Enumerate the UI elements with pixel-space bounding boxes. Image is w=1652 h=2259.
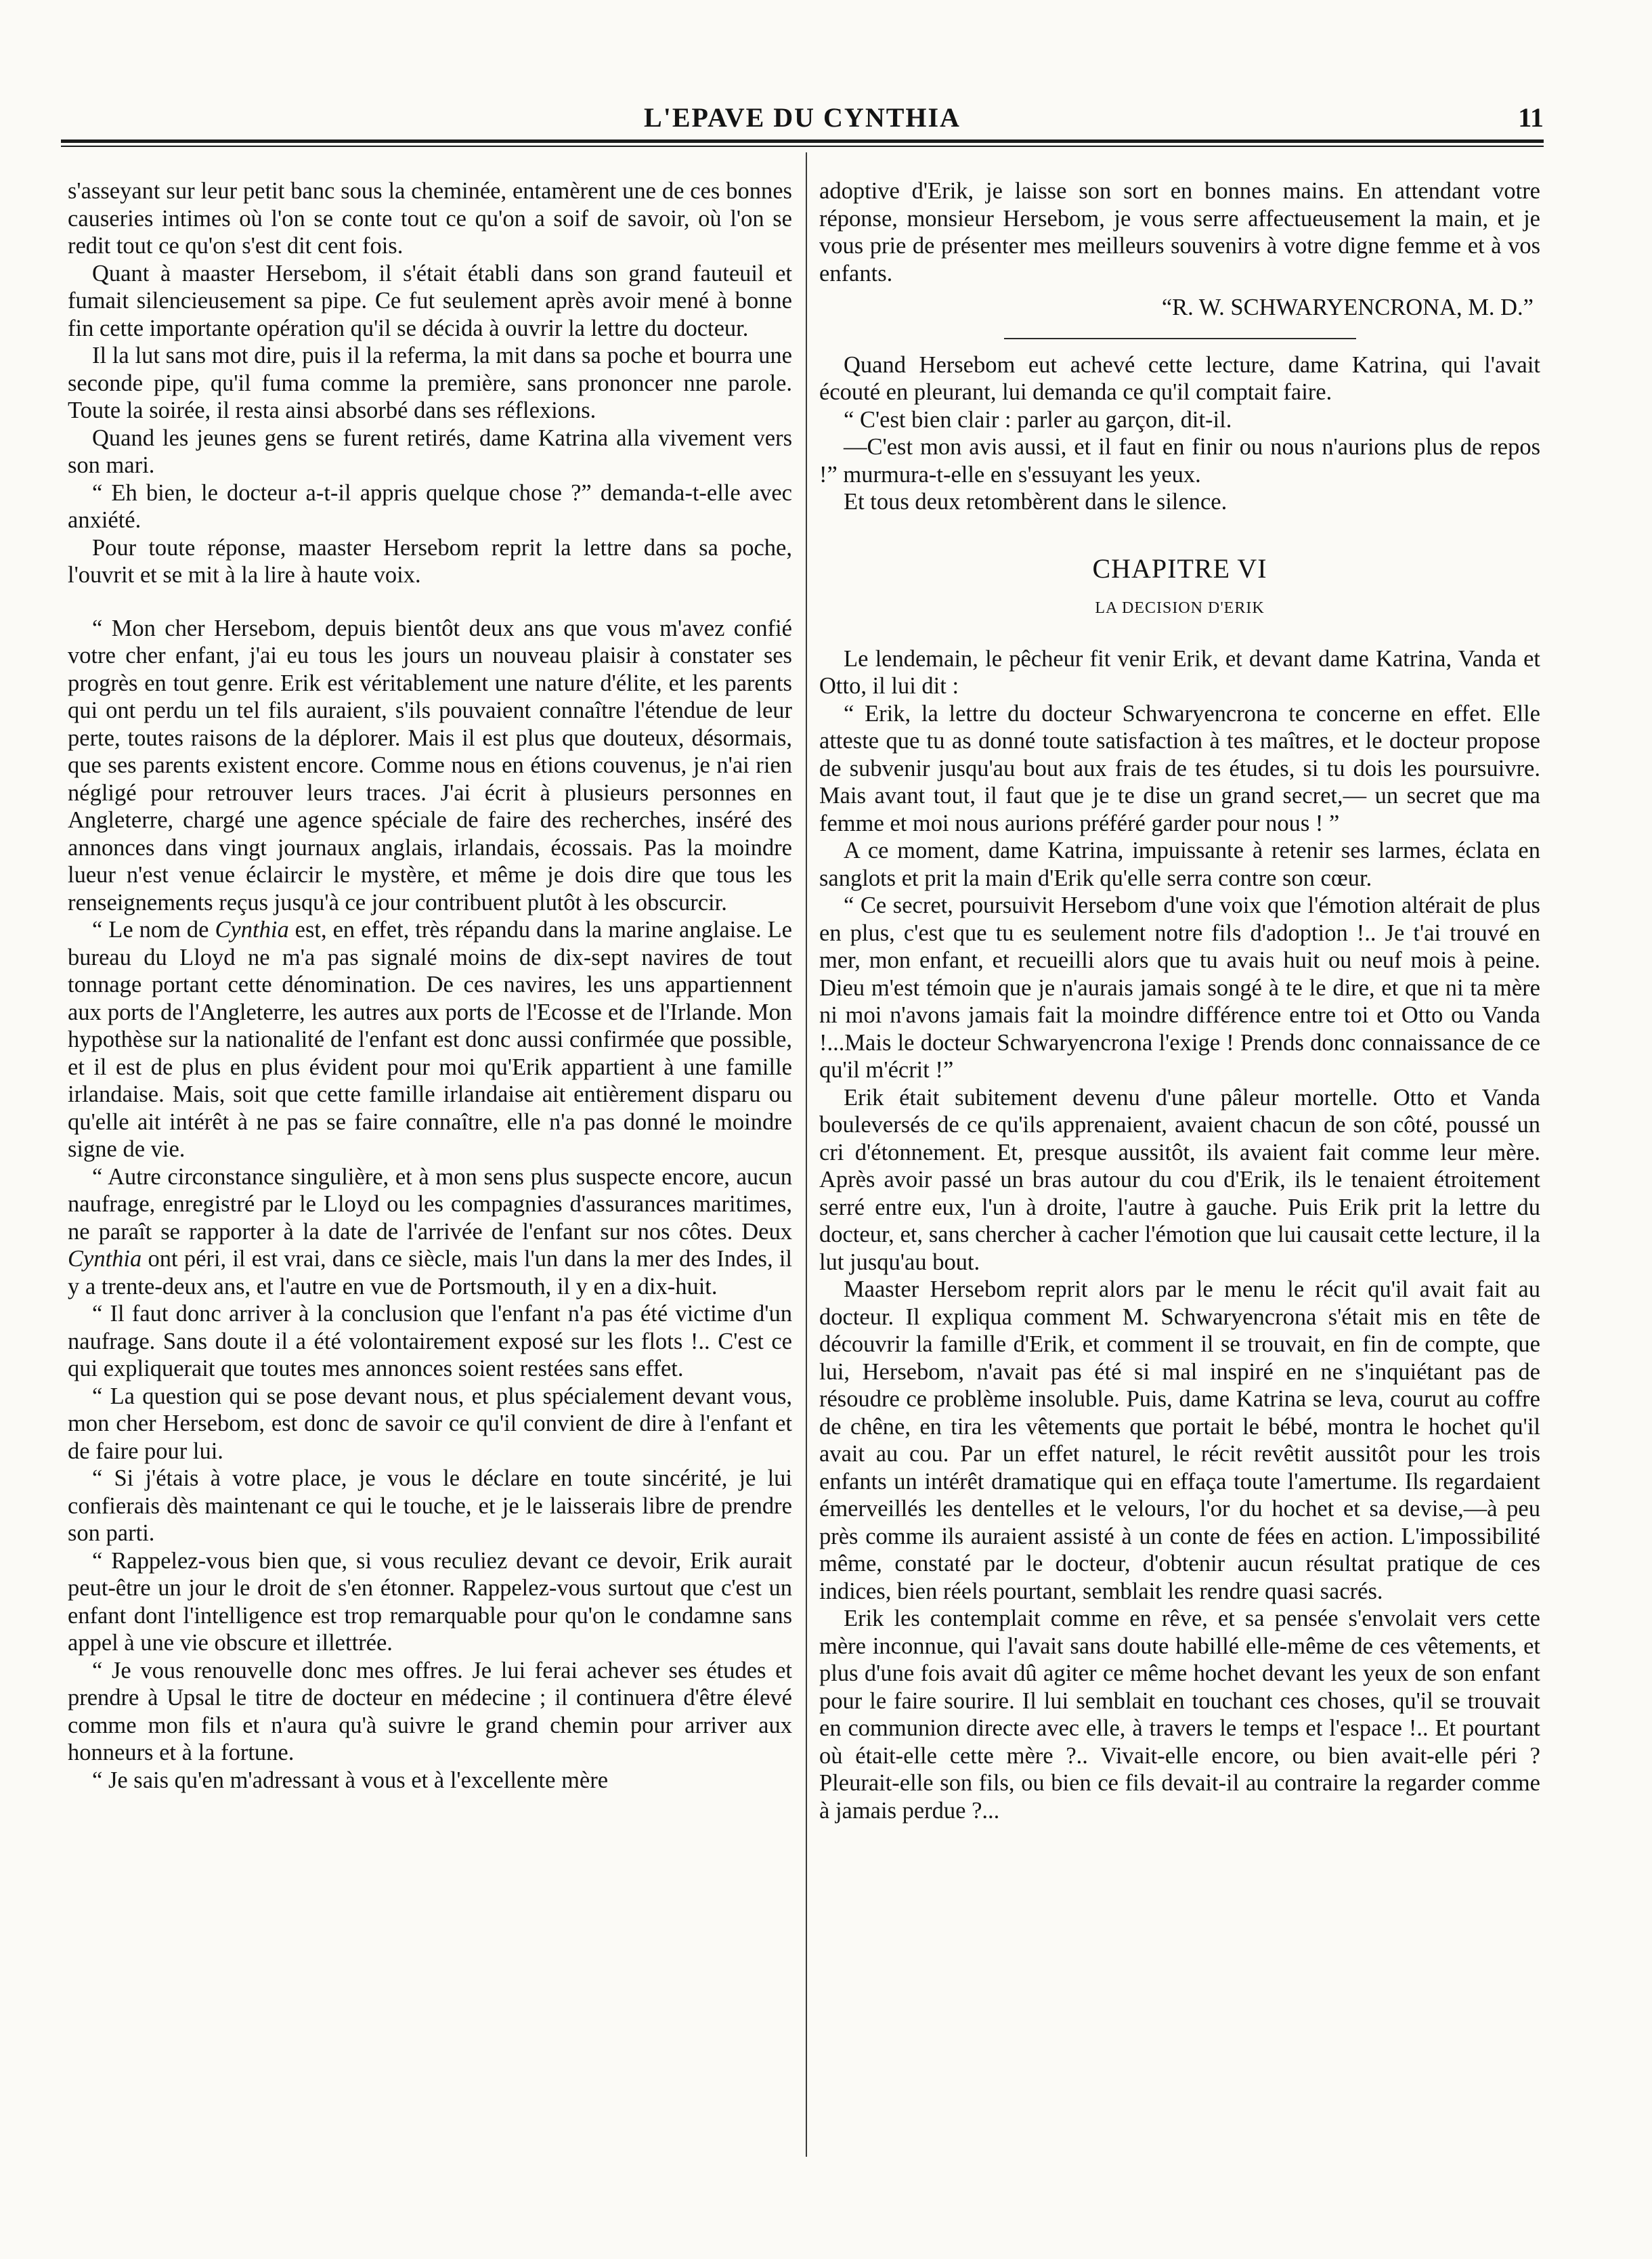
letter-paragraph: “ La question qui se pose devant nous, et plus spécialement devant vous, mon cher Hersebom, est donc de savoir ce qu'il convient de dire à l'enfant et de faire pour lui. (68, 1383, 792, 1464)
paragraph: Pour toute réponse, maaster Hersebom reprit la lettre dans sa poche, l'ouvrit et se mit à la lire à haute voix. (68, 534, 792, 588)
paragraph: “ C'est bien clair : parler au garçon, dit-il. (844, 406, 1232, 433)
letter-paragraph: “ Je sais qu'en m'adressant à vous et à l'excellente mère (92, 1767, 609, 1793)
paragraph: s'asseyant sur leur petit banc sous la cheminée, entamèrent une de ces bonnes causeries intimes où l'on se conte tout ce qu'on a soif de savoir, où l'on se redit tout ce qu'on s'est dit cent fois. (68, 178, 792, 259)
paragraph: Quant à maaster Hersebom, il s'était établi dans son grand fauteuil et fumait silencieusement sa pipe. Ce fut seulement après avoir mené à bonne fin cette importante opération qu'il se décida à ouvrir la lettre du docteur. (68, 260, 792, 341)
paragraph: Erik était subitement devenu d'une pâleur mortelle. Otto et Vanda bouleversés de ce qu'ils apprenaient, avaient chacun de son côté, poussé un cri d'étonnement. Et, presque aussitôt, ils avaient fait comme leur mère. Après avoir passé un bras autour du cou d'Erik, ils le tenaient étroitement serré entre eux, l'un à droite, l'autre à gauche. Puis Erik prit la lettre du docteur, et, sans chercher à cacher l'émotion que lui causait cette lecture, il la lut jusqu'au bout. (819, 1084, 1540, 1275)
letter-paragraph: adoptive d'Erik, je laisse son sort en bonnes mains. En attendant votre réponse, monsieur Hersebom, je vous serre affectueusement la main, et je vous prie de présenter mes meilleurs souvenirs à votre digne femme et à vos enfants. (819, 178, 1540, 286)
ship-name-italic: Cynthia (215, 917, 289, 943)
paragraph: Quand les jeunes gens se furent retirés, dame Katrina alla vivement vers son mari. (68, 425, 792, 478)
paragraph: Quand Hersebom eut achevé cette lecture, dame Katrina, qui l'avait écouté en pleurant, lui demanda ce qu'il comptait faire. (819, 351, 1540, 405)
letter-paragraph: “ Rappelez-vous bien que, si vous reculiez devant ce devoir, Erik aurait peut-être un jour le droit de s'en étonner. Rappelez-vous surtout que c'est un enfant dont l'intelligence est trop remarquable pour qu'on le condamne sans appel à une vie obscure et illettrée. (68, 1547, 792, 1656)
letter-paragraph: “ Il faut donc arriver à la conclusion que l'enfant n'a pas été victime d'un naufrage. Sans doute il a été volontairement exposé sur les flots !.. C'est ce qui expliquerait que toutes mes annonces soient restées sans effet. (68, 1301, 792, 1381)
text-run: “ Autre circonstance singulière, et à mon sens plus suspecte encore, aucun naufrage, enregistré par le Lloyd ou les compagnies d'assurances maritimes, ne paraît se rapporter à la date de l'arrivée de l'enfant sur nos côtes. Deux (68, 1163, 792, 1245)
header-rule-thick (61, 139, 1544, 143)
letter-paragraph (68, 916, 792, 1163)
text-run: “ Le nom de (92, 917, 215, 943)
letter-paragraph: “ Mon cher Hersebom, depuis bientôt deux ans que vous m'avez confié votre cher enfant, j'ai eu tous les jours un nouveau plaisir à constater ses progrès en tout genre. Erik est véritablement une nature d'élite, et les parents qui ont perdu un tel fils auraient, s'ils pouvaient connaître l'étendue de leur perte, toutes raisons de la déplorer. Mais il est plus que douteux, désormais, que ses parents existent encore. Comme nous en étions couvenus, je n'ai rien négligé pour retrouver leurs traces. J'ai écrit à plusieurs personnes en Angleterre, chargé une agence spéciale de faire des recherches, inséré des annonces dans vingt journaux anglais, irlandais, écossais. Pas la moindre lueur n'est venue éclaircir le mystère, et même je dois dire que tous les renseignements reçus jusqu'à ce jour contribuent plutôt à les obscurcir. (68, 615, 792, 916)
text-run: ont péri, il est vrai, dans ce siècle, mais l'un dans la mer des Indes, il y a trente-deux ans, et l'autre en vue de Portsmouth, il y en a dix-huit. (68, 1246, 792, 1299)
paragraph: —C'est mon avis aussi, et il faut en finir ou nous n'aurions plus de repos !” murmura-t-elle en s'essuyant les yeux. (819, 434, 1540, 488)
paragraph: Erik les contemplait comme en rêve, et sa pensée s'envolait vers cette mère inconnue, qui l'avait sans doute habillé elle-même de ces vêtements, et plus d'une fois avait dû agiter ce même hochet devant les yeux de son enfant pour le faire sourire. Il lui semblait en touchant ces choses, qu'il se trouvait en communion directe avec elle, à travers le temps et l'espace !.. Et pourtant où était-elle cette mère ?.. Vivait-elle encore, ou bien avait-elle péri ? Pleurait-elle son fils, ou bien ce fils devait-il au contraire la regarder comme à jamais perdue ?... (819, 1606, 1540, 1824)
paragraph: Il la lut sans mot dire, puis il la referma, la mit dans sa poche et bourra une seconde pipe, qu'il fuma comme la première, sans prononcer nne parole. Toute la soirée, il resta ainsi absorbé dans ses réflexions. (68, 343, 792, 423)
letter-paragraph: “ Je vous renouvelle donc mes offres. Je lui ferai achever ses études et prendre à Upsal le titre de docteur en médecine ; il continuera d'être élevé comme mon fils et n'aura qu'à suivre le grand chemin pour arriver aux honneurs et à la fortune. (68, 1657, 792, 1765)
paragraph: Le lendemain, le pêcheur fit venir Erik, et devant dame Katrina, Vanda et Otto, il lui dit : (819, 645, 1540, 699)
paragraph: “ Eh bien, le docteur a-t-il appris quelque chose ?” demanda-t-elle avec anxiété. (68, 479, 792, 533)
paragraph: A ce moment, dame Katrina, impuissante à retenir ses larmes, éclata en sanglots et prit la main d'Erik qu'elle serra contre son cœur. (819, 838, 1540, 891)
letter-signature: “R. W. SCHWARYENCRONA, M. D.” (1161, 295, 1534, 320)
left-column (68, 177, 792, 1794)
right-column (819, 177, 1540, 1824)
chapter-title: CHAPITRE VI (1092, 553, 1267, 584)
chapter-subtitle: LA DECISION D'ERIK (1095, 599, 1265, 617)
header-rule-thin (61, 146, 1544, 147)
paragraph: “ Erik, la lettre du docteur Schwaryencrona te concerne en effet. Elle atteste que tu as donné toute satisfaction à tes maîtres, et le docteur propose de subvenir jusqu'au bout aux frais de tes études, si tu dois les poursuivre. Mais avant tout, il faut que je te dise un grand secret,— un secret que ma femme et moi nous aurions préféré garder pour nous ! ” (819, 700, 1540, 836)
running-title: L'EPAVE DU CYNTHIA (644, 102, 961, 133)
paragraph: Et tous deux retombèrent dans le silence. (844, 489, 1227, 515)
text-run: est, en effet, très répandu dans la marine anglaise. Le bureau du Lloyd ne m'a pas signalé moins de dix-sept navires de tout tonnage portant cette dénomination. De ces navires, les uns appartiennent aux ports de l'Angleterre, les autres aux ports de l'Ecosse et de l'Irlande. Mon hypothèse sur la nationalité de l'enfant est donc aussi confirmée que possible, et il est de plus en plus évident pour moi qu'Erik appartient à une famille irlandaise. Mais, soit que cette famille irlandaise ait entièrement disparu ou qu'elle ait intérêt à ne pas se faire connaître, elle n'a pas donné le moindre signe de vie. (68, 917, 792, 1162)
letter-paragraph: “ Si j'étais à votre place, je vous le déclare en toute sincérité, je lui confierais dès maintenant ce qui le touche, et je le laisserais libre de prendre son parti. (68, 1465, 792, 1546)
column-divider (806, 152, 807, 2157)
letter-paragraph (68, 1163, 792, 1301)
paragraph: “ Ce secret, poursuivit Hersebom d'une voix que l'émotion altérait de plus en plus, c'est que tu es seulement notre fils d'adoption !.. Je t'ai trouvé en mer, mon enfant, et recueilli alors que tu avais huit ou neuf mois à peine. Dieu m'est témoin que je n'aurais jamais songé à te le dire, et que ni ta mère ni moi n'avons jamais fait la moindre différence entre toi et Otto ou Vanda !...Mais le docteur Schwaryencrona l'exige ! Prends donc connaissance de ce qu'il m'écrit !” (819, 892, 1540, 1083)
paragraph: Maaster Hersebom reprit alors par le menu le récit qu'il avait fait au docteur. Il expliqua comment M. Schwaryencrona s'était mis en tête de découvrir la famille d'Erik, et comment il se trouvait, en fin de compte, que lui, Hersebom, n'avait pas été si mal inspiré en ne s'inquiétant pas de résoudre ce problème insoluble. Puis, dame Katrina se leva, courut au coffre de chêne, en tira les vêtements que portait le bébé, montra le hochet qu'il avait au cou. Par un effet naturel, le récit revêtit aussitôt pour les trois enfants un intérêt dramatique qui en effaça toute l'amertume. Ils regardaient émerveillés les dentelles et le velours, l'or du hochet et sa devise,—à peu près comme ils auraient assisté à un conte de fées en action. L'impossibilité même, constaté par le docteur, d'obtenir aucun résultat pratique de ces indices, bien réels pourtant, semblait les rendre quasi sacrés. (819, 1276, 1540, 1604)
ship-name-italic: Cynthia (68, 1246, 142, 1272)
page-header (61, 102, 1544, 137)
page-number: 11 (1518, 102, 1544, 133)
section-rule (1004, 338, 1356, 339)
